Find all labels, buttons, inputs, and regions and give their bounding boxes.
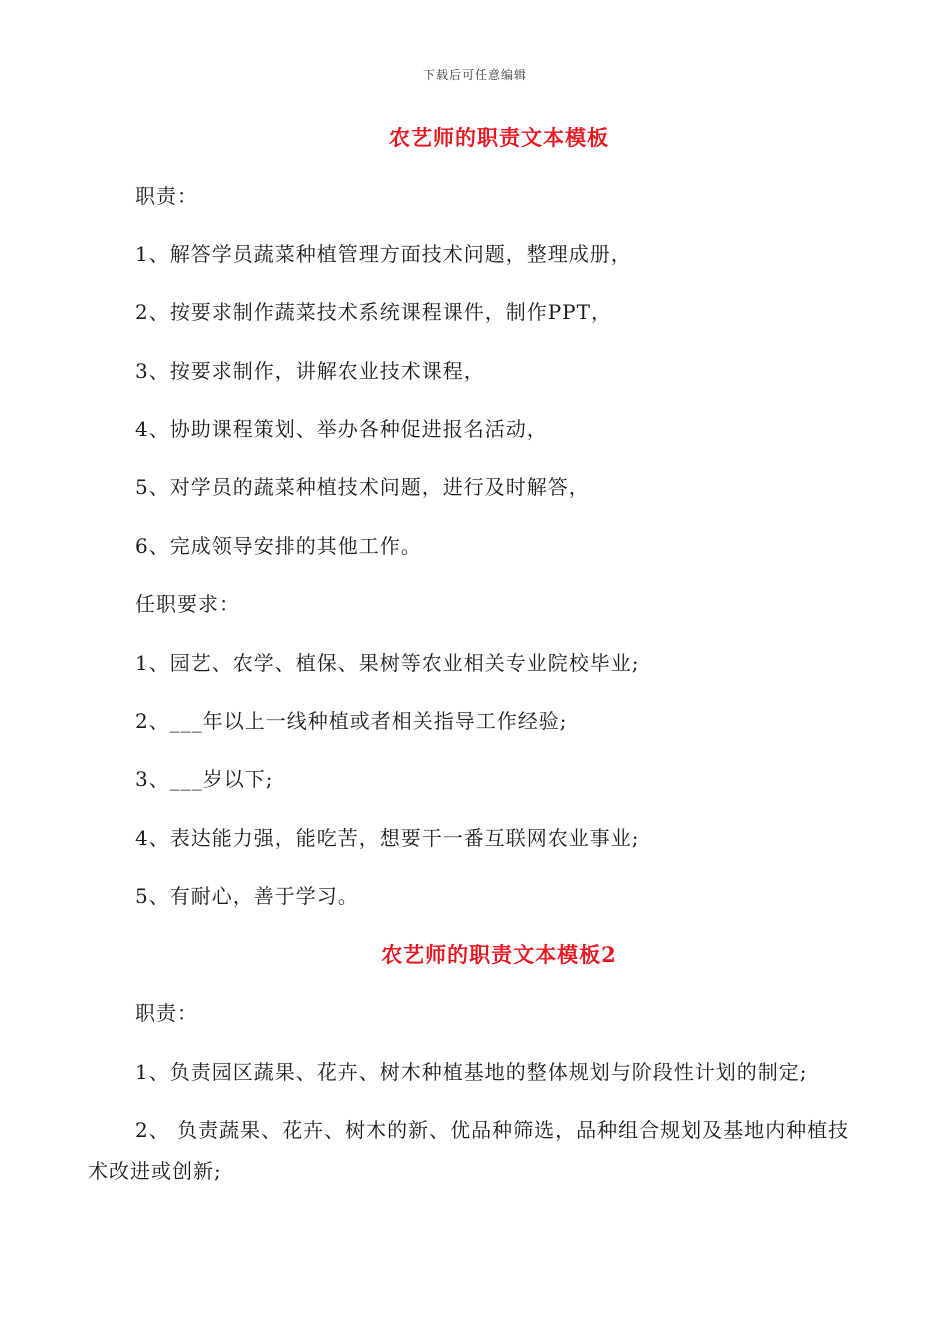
duty-item: 6、完成领导安排的其他工作。 <box>135 534 422 558</box>
requirements-heading: 任职要求： <box>135 592 240 616</box>
requirement-item: 4、表达能力强，能吃苦，想要干一番互联网农业事业; <box>135 826 640 850</box>
duty-item-2-wrapped: 2、 负责蔬果、花卉、树木的新、优品种筛选，品种组合规划及基地内种植技术改进或创新; <box>88 1118 850 1183</box>
duty-item: 4、协助课程策划、举办各种促进报名活动， <box>135 417 548 441</box>
duty-item: 5、对学员的蔬菜种植技术问题，进行及时解答， <box>135 475 590 499</box>
duty-item: 1、解答学员蔬菜种植管理方面技术问题，整理成册， <box>135 242 632 266</box>
duty-item: 3、按要求制作，讲解农业技术课程， <box>135 359 485 383</box>
duty-item-2: 1、负责园区蔬果、花卉、树木种植基地的整体规划与阶段性计划的制定; <box>135 1060 808 1084</box>
document-title: 农艺师的职责文本模板 <box>389 125 609 150</box>
header-note: 下载后可任意编辑 <box>422 68 527 82</box>
duties-heading-2: 职责： <box>135 1001 198 1025</box>
duties-heading: 职责： <box>135 184 198 208</box>
duty-item: 2、按要求制作蔬菜技术系统课程课件，制作PPT， <box>135 300 612 324</box>
requirement-item: 1、园艺、农学、植保、果树等农业相关专业院校毕业; <box>135 651 640 675</box>
section-2-title: 农艺师的职责文本模板2 <box>381 942 617 967</box>
requirement-item: 2、___年以上一线种植或者相关指导工作经验; <box>135 709 568 733</box>
requirement-item: 3、___岁以下; <box>135 767 274 791</box>
requirement-item: 5、有耐心，善于学习。 <box>135 884 359 908</box>
